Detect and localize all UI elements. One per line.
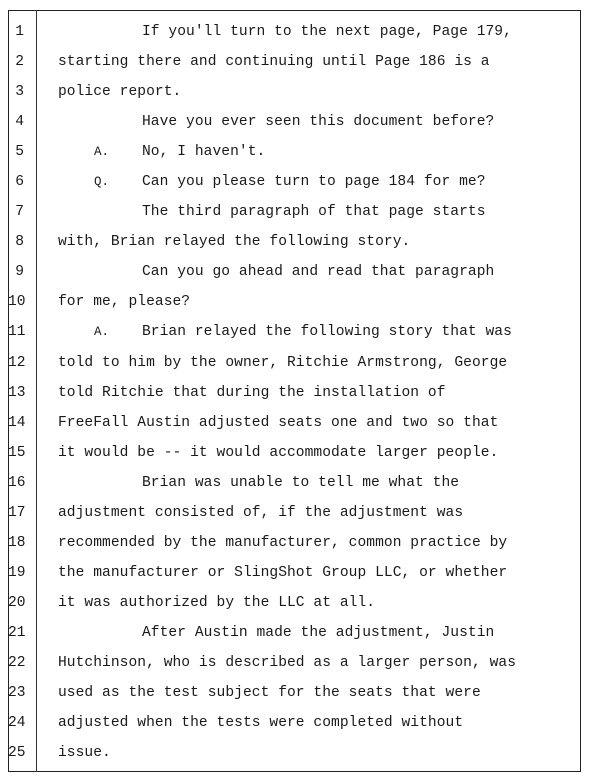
transcript-line xyxy=(0,678,590,708)
line-number: 4 xyxy=(15,114,24,131)
line-text xyxy=(58,197,486,227)
transcript-line xyxy=(0,348,590,378)
line-body: it would be -- it would accommodate larger people. xyxy=(58,444,499,461)
line-body: the manufacturer or SlingShot Group LLC, or whether xyxy=(58,564,508,581)
line-number: 23 xyxy=(8,685,26,702)
line-text xyxy=(58,47,490,77)
transcript-line xyxy=(0,197,590,227)
line-text xyxy=(58,558,507,588)
line-body: The third paragraph of that page starts xyxy=(142,204,486,221)
line-body: police report. xyxy=(58,84,182,101)
line-text xyxy=(58,137,265,167)
transcript-line xyxy=(0,618,590,648)
line-number: 22 xyxy=(8,654,26,671)
line-number: 12 xyxy=(8,354,26,371)
line-body: adjustment consisted of, if the adjustment was xyxy=(58,504,464,521)
line-number: 15 xyxy=(8,444,26,461)
line-text xyxy=(58,348,507,378)
transcript-line xyxy=(0,167,590,197)
transcript-line xyxy=(0,558,590,588)
transcript-line xyxy=(0,588,590,618)
line-number: 13 xyxy=(8,384,26,401)
line-number: 10 xyxy=(8,294,26,311)
transcript-line xyxy=(0,648,590,678)
line-number: 25 xyxy=(8,745,26,762)
line-number: 6 xyxy=(15,174,24,191)
speaker-label: Q. xyxy=(94,175,110,190)
line-body: told to him by the owner, Ritchie Armstrong, George xyxy=(58,354,508,371)
line-number: 7 xyxy=(15,204,24,221)
line-text xyxy=(58,17,512,47)
line-text xyxy=(58,107,494,137)
line-body: it was authorized by the LLC at all. xyxy=(58,594,376,611)
line-text xyxy=(58,588,375,618)
line-text xyxy=(58,618,494,648)
line-body: Brian relayed the following story that was xyxy=(142,324,512,341)
line-body: adjusted when the tests were completed without xyxy=(58,715,464,732)
line-text xyxy=(58,287,190,317)
transcript-lines xyxy=(0,17,590,768)
line-body: used as the test subject for the seats that were xyxy=(58,685,481,702)
transcript-line xyxy=(0,107,590,137)
transcript-line xyxy=(0,468,590,498)
line-body: issue. xyxy=(58,745,111,762)
line-number: 21 xyxy=(8,624,26,641)
line-number: 20 xyxy=(8,594,26,611)
line-text xyxy=(58,708,463,738)
transcript-line xyxy=(0,287,590,317)
line-body: Brian was unable to tell me what the xyxy=(142,474,460,491)
transcript-line xyxy=(0,17,590,47)
transcript-line xyxy=(0,408,590,438)
line-body: told Ritchie that during the installation of xyxy=(58,384,446,401)
line-body: Can you please turn to page 184 for me? xyxy=(142,174,486,191)
transcript-line xyxy=(0,137,590,167)
line-body: for me, please? xyxy=(58,294,191,311)
transcript-line xyxy=(0,738,590,768)
line-number: 5 xyxy=(15,144,24,161)
transcript-line xyxy=(0,257,590,287)
line-text xyxy=(58,648,516,678)
line-body: If you'll turn to the next page, Page 179, xyxy=(142,24,512,40)
line-number: 19 xyxy=(8,564,26,581)
line-text xyxy=(58,77,181,107)
line-text xyxy=(58,468,459,498)
line-text xyxy=(58,498,463,528)
speaker-label: A. xyxy=(94,325,110,340)
line-body: Can you go ahead and read that paragraph xyxy=(142,264,495,281)
line-body: After Austin made the adjustment, Justin xyxy=(142,624,495,641)
transcript-line xyxy=(0,227,590,257)
transcript-line xyxy=(0,438,590,468)
line-text xyxy=(58,408,498,438)
line-body: Hutchinson, who is described as a larger person, was xyxy=(58,654,516,671)
line-text xyxy=(58,257,494,287)
line-text xyxy=(58,528,507,558)
line-body: recommended by the manufacturer, common practice by xyxy=(58,534,508,551)
line-body: with, Brian relayed the following story. xyxy=(58,234,411,251)
line-number: 9 xyxy=(15,264,24,281)
line-body: Have you ever seen this document before? xyxy=(142,114,495,131)
line-number: 8 xyxy=(15,234,24,251)
line-text xyxy=(58,317,512,347)
line-text xyxy=(58,167,486,197)
line-number: 2 xyxy=(15,54,24,71)
line-body: FreeFall Austin adjusted seats one and two so that xyxy=(58,414,499,431)
line-text xyxy=(58,438,498,468)
line-number: 17 xyxy=(8,504,26,521)
line-number: 11 xyxy=(8,324,26,341)
line-body: starting there and continuing until Page 186 is a xyxy=(58,54,490,71)
line-body: No, I haven't. xyxy=(142,144,266,161)
transcript-line xyxy=(0,77,590,107)
line-number: 1 xyxy=(15,24,24,40)
line-number: 18 xyxy=(8,534,26,551)
line-number: 14 xyxy=(8,414,26,431)
line-number: 3 xyxy=(15,84,24,101)
transcript-line xyxy=(0,47,590,77)
transcript-line xyxy=(0,317,590,347)
speaker-label: A. xyxy=(94,145,110,160)
line-text xyxy=(58,738,111,768)
transcript-line xyxy=(0,498,590,528)
line-number: 24 xyxy=(8,715,26,732)
line-text xyxy=(58,378,446,408)
line-text xyxy=(58,678,481,708)
line-number: 16 xyxy=(8,474,26,491)
transcript-line xyxy=(0,708,590,738)
transcript-line xyxy=(0,378,590,408)
line-text xyxy=(58,227,410,257)
transcript-line xyxy=(0,528,590,558)
